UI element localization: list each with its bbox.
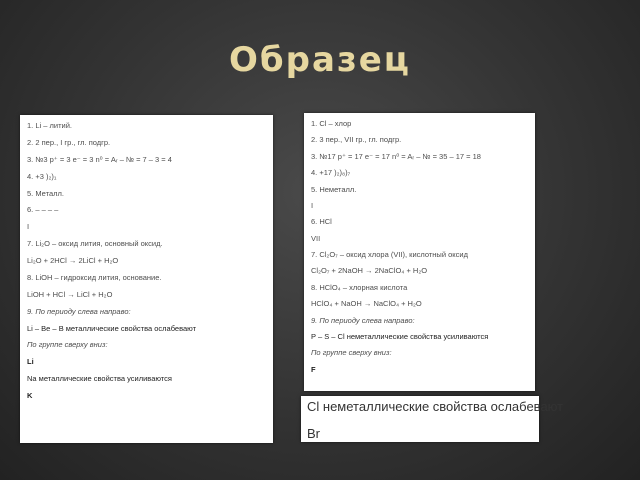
text-line: 1. Li – литий. [27, 121, 72, 130]
text-line: 7. Cl₂O₇ – оксид хлора (VII), кислотный оксид [311, 250, 468, 259]
text-line: 4. +17 )₂)₈)₇ [311, 168, 351, 178]
text-line: 3. №17 p⁺ = 17 e⁻ = 17 n⁰ = Aᵣ – № = 35 – 17 = 18 [311, 151, 481, 161]
chlorine-sample-panel [304, 113, 535, 391]
text-line: 3. №3 p⁺ = 3 e⁻ = 3 n⁰ = Aᵣ – № = 7 – 3 = 4 [27, 154, 172, 164]
text-line: 9. По периоду слева направо: [311, 315, 415, 325]
lines-container [301, 396, 564, 456]
text-line: 6. – – – – [27, 205, 59, 215]
text-line: VII [311, 233, 321, 243]
text-line: HClO₄ + NaOH → NaClO₄ + H₂O [311, 299, 422, 309]
text-line: K [27, 391, 33, 400]
text-line: 9. По периоду слева направо: [27, 306, 131, 316]
text-line: Li [27, 357, 34, 367]
text-line: По группе сверху вниз: [27, 340, 108, 350]
text-line: I [311, 200, 314, 210]
lines-container [20, 115, 273, 400]
lithium-sample-panel [20, 115, 273, 443]
text-line: Br [307, 425, 320, 441]
text-line: 8. LiOH – гидроксид лития, основание. [27, 272, 162, 282]
text-line: F [311, 364, 316, 374]
text-line: Cl неметаллические свойства ослабевают [307, 399, 564, 414]
lines-container [304, 113, 535, 374]
text-line: 1. Cl – хлор [311, 119, 352, 128]
text-line: I [27, 222, 30, 232]
text-line: LiOH + HCl → LiCl + H₂O [27, 289, 113, 299]
text-line: По группе сверху вниз: [311, 348, 392, 358]
text-line: 8. HClO₄ – хлорная кислота [311, 282, 408, 292]
text-line: 4. +3 )₂)₁ [27, 171, 57, 181]
text-line: 5. Металл. [27, 188, 64, 198]
text-line: Cl₂O₇ + 2NaOH → 2NaClO₄ + H₂O [311, 266, 428, 276]
text-line: 6. HCl [311, 217, 332, 227]
text-line: Na металлические свойства усиливаются [27, 374, 172, 384]
text-line: 7. Li₂O – оксид лития, основный оксид. [27, 239, 163, 249]
text-line: 2. 3 пер., VII гр., гл. подгр. [311, 135, 402, 145]
slide-title: Образец [229, 40, 411, 80]
text-line: Li₂O + 2HCl → 2LiCl + H₂O [27, 256, 119, 265]
text-line: 2. 2 пер., I гр., гл. подгр. [27, 137, 111, 147]
text-line: 5. Неметалл. [311, 184, 357, 194]
chlorine-continuation-panel [301, 396, 564, 442]
text-line: P – S – Cl неметаллические свойства усиливаются [311, 331, 489, 341]
text-line: Li – Be – B металлические свойства ослабевают [27, 323, 197, 333]
